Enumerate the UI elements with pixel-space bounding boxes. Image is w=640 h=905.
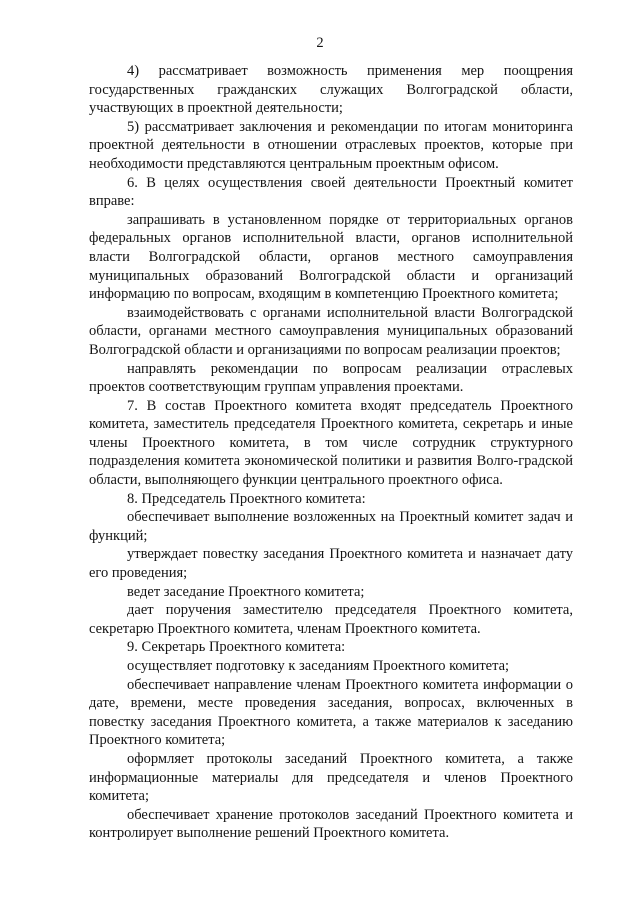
paragraph-clause-7: 7. В состав Проектного комитета входят председатель Проектного комитета, заместитель председателя Проектного комитета, секретарь и иные члены Проектного комитета, в том числе сотрудник структурного подразделения комитета экономической политики и развития Волго-градской области, выполняющего функции центрального проектного офиса. (89, 397, 573, 489)
paragraph-clause-9: 9. Секретарь Проектного комитета: (127, 639, 346, 656)
paragraph-recommendations: направлять рекомендации по вопросам реализации отраслевых проектов соответствующим группам управления проектами. (89, 360, 573, 396)
paragraph-secretary-notify: обеспечивает направление членам Проектного комитета информации о дате, времени, месте проведения заседания, вопросах, включенных в повестку заседания Проектного комитета, а также материалов к заседанию Проектного комитета; (89, 676, 573, 749)
paragraph-secretary-minutes: оформляет протоколы заседаний Проектного комитета, а также информационные материалы для председателя и членов Проектного комитета; (89, 750, 573, 805)
paragraph-chair-agenda: утверждает повестку заседания Проектного комитета и назначает дату его проведения; (89, 546, 573, 582)
paragraph-item-5: 5) рассматривает заключения и рекомендации по итогам мониторинга проектной деятельности в отношении отраслевых проектов, которые при необходимости представляются центральным проектным офисом. (89, 118, 573, 172)
page-number: 2 (316, 35, 324, 51)
paragraph-secretary-prepare: осуществляет подготовку к заседаниям Проектного комитета; (127, 658, 510, 674)
paragraph-request-info: запрашивать в установленном порядке от территориальных органов федеральных органов исполнительной власти, органов исполнительной власти Волгоградской области, органов местного самоуправления муниципальных образований Волгоградской области и организаций информацию по вопросам, входящим в компетенцию Проектного комитета; (89, 211, 573, 303)
paragraph-secretary-storage: обеспечивает хранение протоколов заседаний Проектного комитета и контролирует выполнение решений Проектного комитета. (89, 806, 573, 842)
paragraph-item-4: 4) рассматривает возможность применения мер поощрения государственных гражданских служащих Волгоградской области, участвующих в проектной деятельности; (89, 63, 573, 117)
paragraph-chair-orders: дает поручения заместителю председателя Проектного комитета, секретарю Проектного комитета, членам Проектного комитета. (89, 602, 573, 637)
document-body (89, 62, 573, 843)
paragraph-clause-6: 6. В целях осуществления своей деятельности Проектный комитет вправе: (89, 174, 573, 210)
paragraph-clause-8: 8. Председатель Проектного комитета: (127, 490, 366, 507)
paragraph-chair-tasks: обеспечивает выполнение возложенных на Проектный комитет задач и функций; (89, 509, 573, 544)
paragraph-chair-leads: ведет заседание Проектного комитета; (127, 583, 365, 600)
paragraph-interact: взаимодействовать с органами исполнительной власти Волгоградской области, органами местного самоуправления муниципальных образований Волгоградской области и организациями по вопросам реализации проектов; (89, 304, 573, 358)
